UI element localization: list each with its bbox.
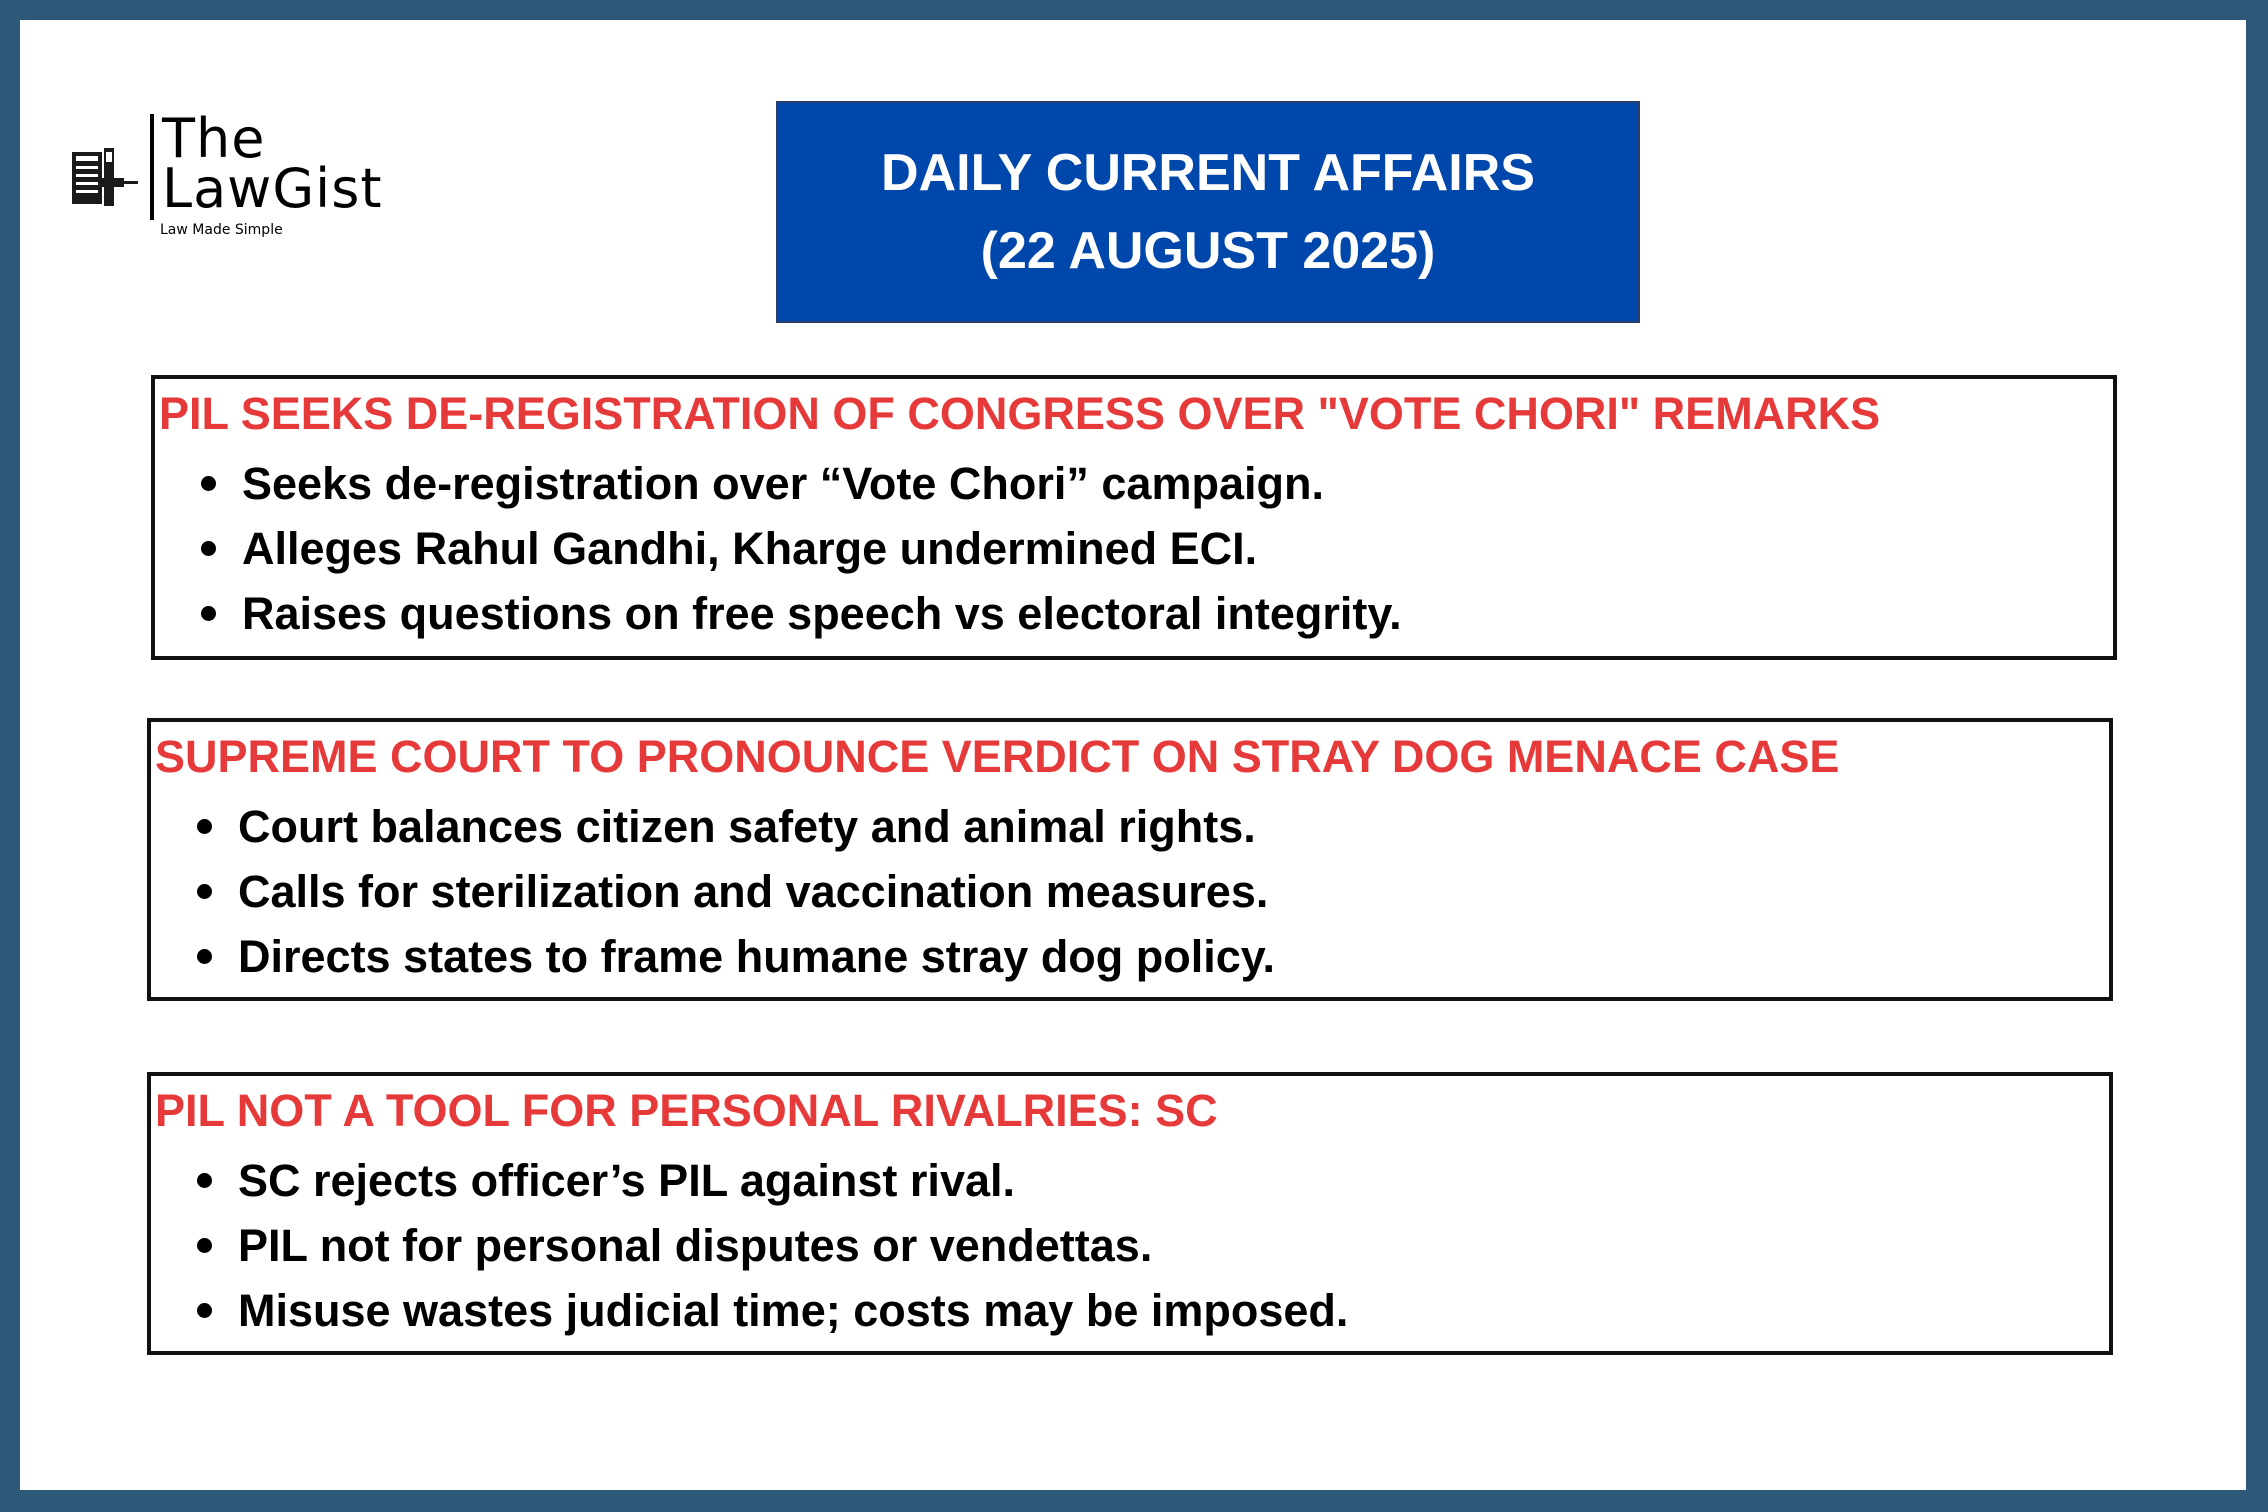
news-headline: SUPREME COURT TO PRONOUNCE VERDICT ON STRAY DOG MENACE CASE [155, 731, 1840, 782]
point-text: Seeks de-registration over “Vote Chori” campaign. [242, 458, 1324, 509]
bullet-icon [197, 949, 212, 964]
bullet-icon [201, 476, 216, 491]
bullet-icon [197, 819, 212, 834]
page-title-banner [776, 101, 1640, 323]
book-gavel-icon [70, 142, 140, 212]
news-headline: PIL SEEKS DE-REGISTRATION OF CONGRESS OVER "VOTE CHORI" REMARKS [159, 388, 1881, 439]
point-text: SC rejects officer’s PIL against rival. [238, 1155, 1015, 1206]
point-text: Raises questions on free speech vs electoral integrity. [242, 588, 1402, 639]
logo-brand-line1: The [162, 107, 266, 170]
point-text: Misuse wastes judicial time; costs may be imposed. [238, 1285, 1349, 1336]
news-card-1 [151, 375, 2117, 660]
bullet-icon [197, 1303, 212, 1318]
news-points [195, 451, 1402, 646]
list-item [191, 794, 1275, 859]
news-points [191, 1148, 1348, 1343]
bullet-icon [201, 541, 216, 556]
point-text: Court balances citizen safety and animal rights. [238, 801, 1256, 852]
list-item [191, 924, 1275, 989]
bullet-icon [197, 1173, 212, 1188]
bullet-icon [201, 606, 216, 621]
list-item [191, 1278, 1348, 1343]
bullet-icon [197, 1238, 212, 1253]
brand-logo [70, 107, 400, 242]
point-text: Alleges Rahul Gandhi, Kharge undermined ECI. [242, 523, 1258, 574]
logo-divider [150, 114, 154, 220]
list-item [191, 859, 1275, 924]
logo-tagline: Law Made Simple [160, 222, 283, 238]
news-card-3 [147, 1072, 2113, 1355]
list-item [191, 1148, 1348, 1213]
news-points [191, 794, 1275, 989]
news-headline: PIL NOT A TOOL FOR PERSONAL RIVALRIES: SC [155, 1085, 1218, 1136]
point-text: Calls for sterilization and vaccination measures. [238, 866, 1269, 917]
point-text: PIL not for personal disputes or vendettas. [238, 1220, 1153, 1271]
page-date: (22 AUGUST 2025) [980, 222, 1436, 280]
list-item [191, 1213, 1348, 1278]
bullet-icon [197, 884, 212, 899]
news-card-2 [147, 718, 2113, 1001]
list-item [195, 581, 1402, 646]
page-title: DAILY CURRENT AFFAIRS [881, 144, 1535, 202]
logo-brand-line2: LawGist [162, 157, 383, 220]
list-item [195, 516, 1402, 581]
list-item [195, 451, 1402, 516]
point-text: Directs states to frame humane stray dog policy. [238, 931, 1275, 982]
